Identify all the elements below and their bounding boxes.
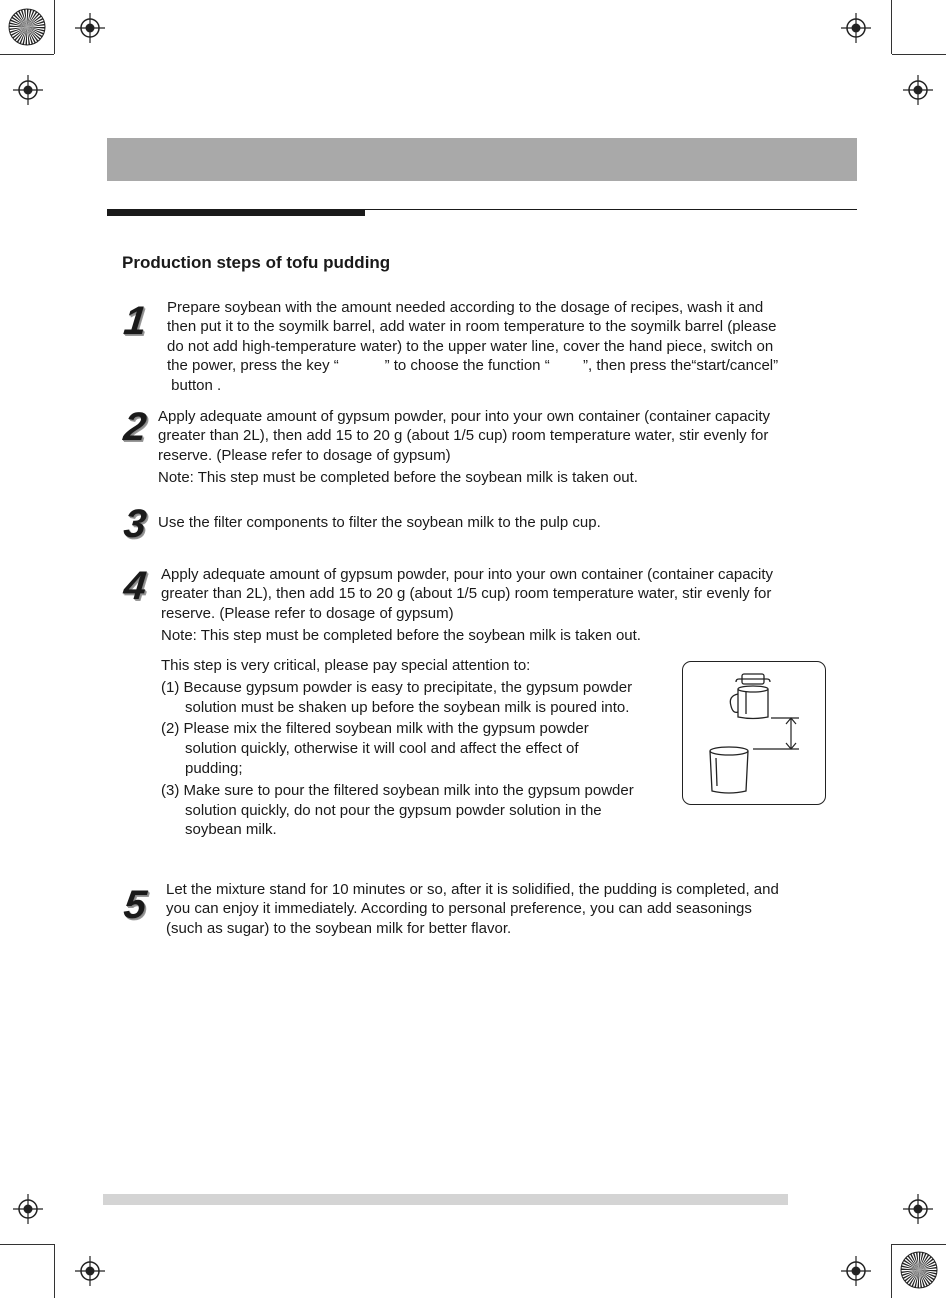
text-line: the power, press the key “ ” to choose the function “ ”, then press the“start/cancel”: [167, 357, 779, 375]
step-text: [158, 513, 601, 532]
pitcher-icon: [730, 674, 770, 719]
footer-bar: [103, 1194, 788, 1205]
registration-mark-icon: [13, 1194, 43, 1224]
attention-item: [161, 781, 634, 840]
text-line: solution quickly, otherwise it will cool and affect the effect of: [185, 740, 579, 758]
text-line: greater than 2L), then add 15 to 20 g (about 1/5 cup) room temperature water, stir evenly for: [158, 427, 769, 445]
trim-line: [0, 54, 54, 55]
step-text: [158, 407, 770, 488]
attention-item: [161, 678, 634, 718]
trim-line: [891, 0, 892, 54]
text-line: Use the filter components to filter the soybean milk to the pulp cup.: [158, 514, 601, 531]
step-note: Note: This step must be completed before the soybean milk is taken out.: [161, 627, 641, 645]
header-bar: [107, 138, 857, 181]
step-number: 5: [121, 883, 149, 927]
registration-mark-icon: [75, 1256, 105, 1286]
attention-item: [161, 719, 634, 778]
text-line: do not add high-temperature water) to the upper water line, cover the hand piece, switch on: [167, 337, 774, 355]
text-line: (such as sugar) to the soybean milk for better flavor.: [166, 919, 512, 937]
trim-line: [892, 54, 946, 55]
pulp-cup-icon: [710, 747, 748, 793]
text-line: soybean milk.: [185, 821, 277, 839]
text-line: solution quickly, do not pour the gypsum powder solution in the: [185, 801, 602, 819]
trim-line: [54, 1244, 55, 1298]
text-line: (1) Because gypsum powder is easy to precipitate, the gypsum powder: [161, 678, 633, 696]
trim-line: [0, 1244, 54, 1245]
text-line: greater than 2L), then add 15 to 20 g (about 1/5 cup) room temperature water, stir evenly for: [161, 585, 772, 603]
trim-line: [892, 1244, 946, 1245]
text-line: solution must be shaken up before the soybean milk is poured into.: [185, 698, 630, 716]
trim-line: [54, 0, 55, 54]
text-line: pudding;: [185, 759, 243, 777]
step-number: 1: [121, 299, 149, 343]
text-line: Prepare soybean with the amount needed according to the dosage of recipes, wash it and: [167, 299, 764, 316]
step-number: 2: [121, 405, 149, 449]
registration-mark-icon: [75, 13, 105, 43]
section-rule-thick: [107, 209, 365, 216]
text-line: then put it to the soymilk barrel, add water in room temperature to the soymilk barrel (please: [167, 318, 777, 336]
step-text: [167, 298, 778, 395]
text-line: Apply adequate amount of gypsum powder, pour into your own container (container capacity: [161, 566, 774, 583]
registration-mark-icon: [903, 1194, 933, 1224]
registration-mark-icon: [13, 75, 43, 105]
text-line: reserve. (Please refer to dosage of gypsum): [161, 604, 454, 622]
text-line: button .: [167, 376, 222, 394]
text-line: (2) Please mix the filtered soybean milk with the gypsum powder: [161, 720, 589, 738]
height-arrow-icon: [753, 718, 799, 749]
text-line: Let the mixture stand for 10 minutes or so, after it is solidified, the pudding is completed, and: [166, 881, 779, 898]
step-number: 3: [121, 502, 149, 546]
trim-line: [891, 1244, 892, 1298]
pouring-diagram: [683, 662, 825, 804]
text-line: reserve. (Please refer to dosage of gypsum): [158, 446, 451, 464]
step-text: [161, 565, 773, 646]
registration-mark-icon: [841, 13, 871, 43]
section-heading: Production steps of tofu pudding: [122, 253, 391, 272]
text-line: (3) Make sure to pour the filtered soybean milk into the gypsum powder: [161, 781, 634, 799]
text-line: Apply adequate amount of gypsum powder, pour into your own container (container capacity: [158, 408, 771, 425]
attention-list: [161, 656, 634, 840]
section-rule-thin: [365, 209, 857, 210]
spiral-target-icon: [8, 8, 46, 46]
registration-mark-icon: [903, 75, 933, 105]
step-number: 4: [121, 564, 149, 608]
step-note: Note: This step must be completed before the soybean milk is taken out.: [158, 469, 638, 487]
registration-mark-icon: [841, 1256, 871, 1286]
attention-intro: This step is very critical, please pay special attention to:: [161, 657, 531, 674]
step-text: [166, 880, 779, 938]
text-line: you can enjoy it immediately. According to personal preference, you can add seasonings: [166, 900, 752, 918]
spiral-target-icon: [900, 1251, 938, 1289]
pouring-illustration: [682, 661, 826, 805]
